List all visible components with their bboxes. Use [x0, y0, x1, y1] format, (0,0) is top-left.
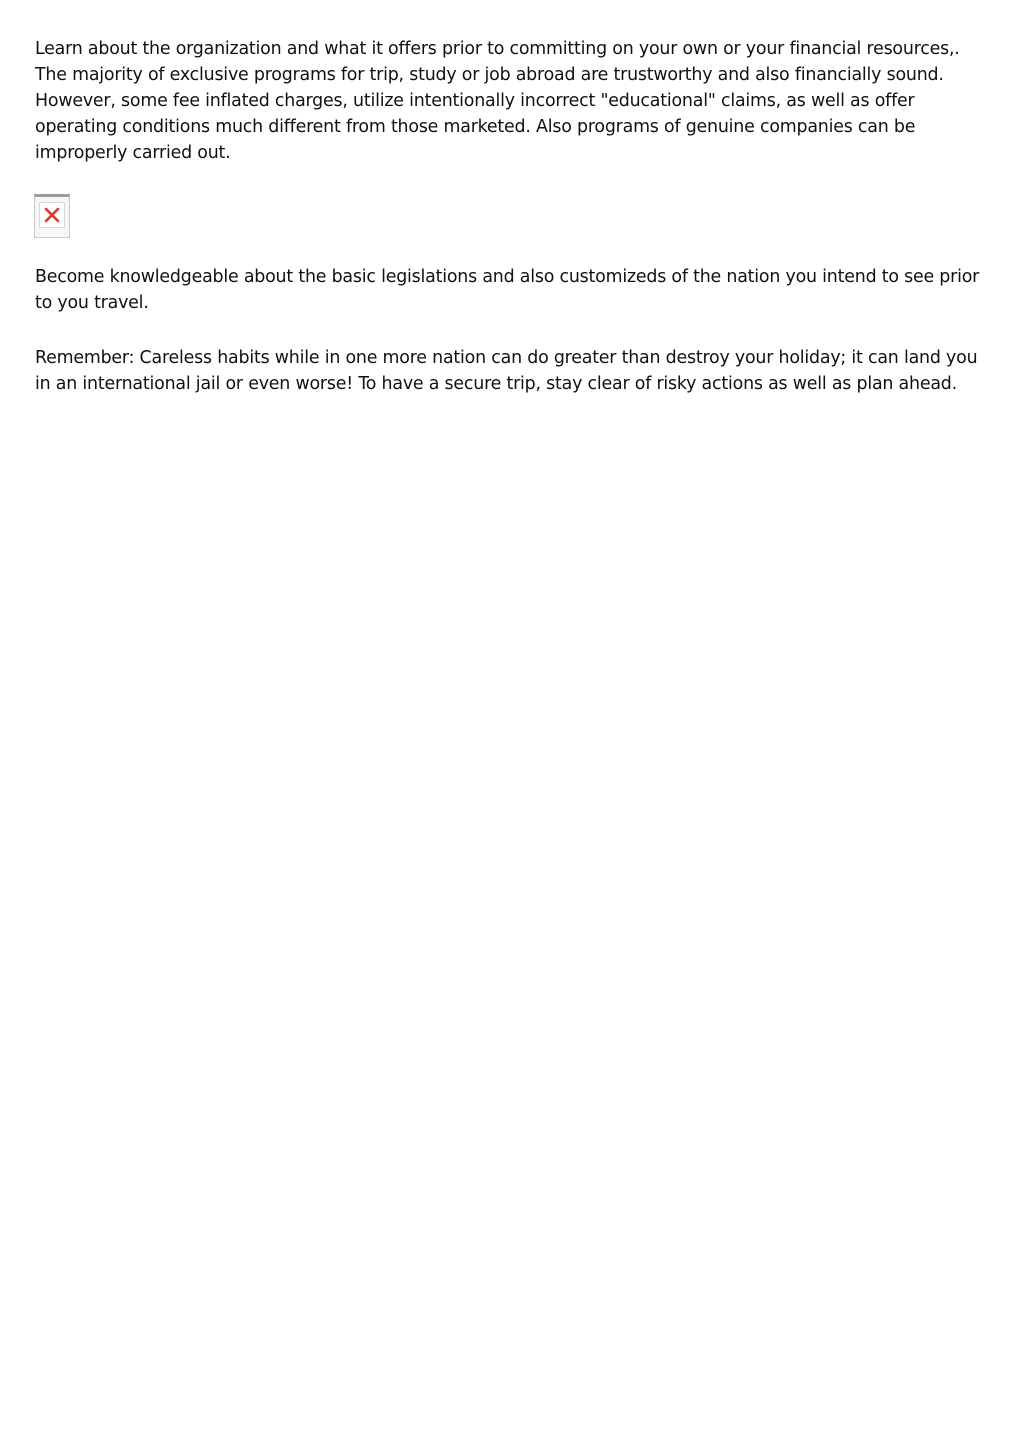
paragraph-legislation-advice: Become knowledgeable about the basic legislations and also customizeds of the nation you intend to see prior to you travel.: [35, 267, 980, 313]
paragraph-organization-advice: Learn about the organization and what it offers prior to committing on your own or your financial resources,. The majority of exclusive programs for trip, study or job abroad are trustworthy and also financially sound. However, some fee inflated charges, utilize intentionally incorrect "educational" claims, as well as offer operating conditions much different from those marketed. Also programs of genuine companies can be improperly carried out.: [35, 39, 960, 163]
document-body: [35, 36, 990, 397]
broken-image-placeholder: [34, 194, 70, 238]
broken-image-icon: [43, 206, 61, 224]
broken-image-frame: [39, 202, 65, 228]
paragraph-reminder: Remember: Careless habits while in one more nation can do greater than destroy your holiday; it can land you in an international jail or even worse! To have a secure trip, stay clear of risky actions as well as plan ahead.: [35, 348, 978, 394]
